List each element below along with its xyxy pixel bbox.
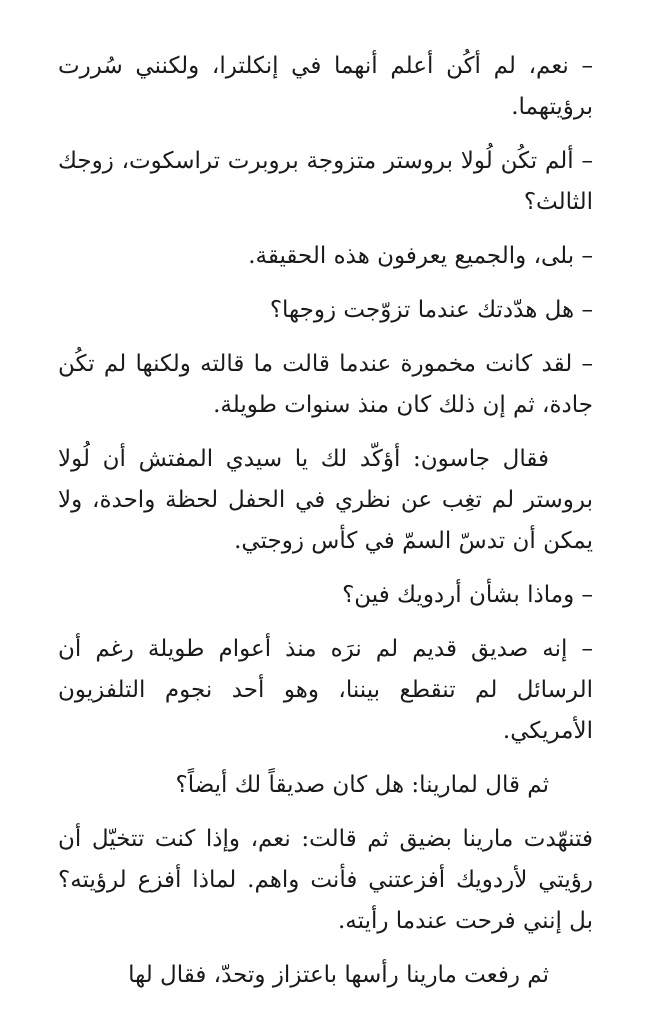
- dialogue-paragraph: – ألم تكُن لُولا بروستر متزوجة بروبرت تراسكوت، زوجك الثالث؟: [58, 148, 593, 215]
- narrative-paragraph: ثم قال لمارينا: هل كان صديقاً لك أيضاً؟: [175, 772, 549, 798]
- dialogue-paragraph: – هل هدّدتك عندما تزوّجت زوجها؟: [269, 297, 593, 323]
- dialogue-paragraph: – وماذا بشأن أردويك فين؟: [342, 582, 593, 608]
- narrative-paragraph: فقال جاسون: أؤكّد لك يا سيدي المفتش أن لُولا بروستر لم تغِب عن نظري في الحفل لحظة واحدة، ولا يمكن أن تدسّ السمّ في كأس زوجتي.: [58, 446, 593, 554]
- dialogue-paragraph: – بلى، والجميع يعرفون هذه الحقيقة.: [248, 243, 593, 269]
- dialogue-paragraph: – لقد كانت مخمورة عندما قالت ما قالته ولكنها لم تكُن جادة، ثم إن ذلك كان منذ سنوات طويلة.: [58, 351, 593, 418]
- narrative-paragraph: ثم رفعت مارينا رأسها باعتزاز وتحدّ، فقال لها: [128, 962, 549, 988]
- dialogue-paragraph: – نعم، لم أكُن أعلم أنهما في إنكلترا، ولكنني سُررت برؤيتهما.: [58, 53, 593, 120]
- dialogue-paragraph: – إنه صديق قديم لم نرَه منذ أعوام طويلة رغم أن الرسائل لم تنقطع بيننا، وهو أحد نجوم التلفزيون الأمريكي.: [58, 636, 593, 744]
- book-page-text: [58, 46, 593, 1009]
- narrative-paragraph: فتنهّدت مارينا بضيق ثم قالت: نعم، وإذا كنت تتخيّل أن رؤيتي لأردويك أفزعتني فأنت واهم. لماذا أفزع لرؤيته؟ بل إنني فرحت عندما رأيته.: [58, 826, 593, 934]
